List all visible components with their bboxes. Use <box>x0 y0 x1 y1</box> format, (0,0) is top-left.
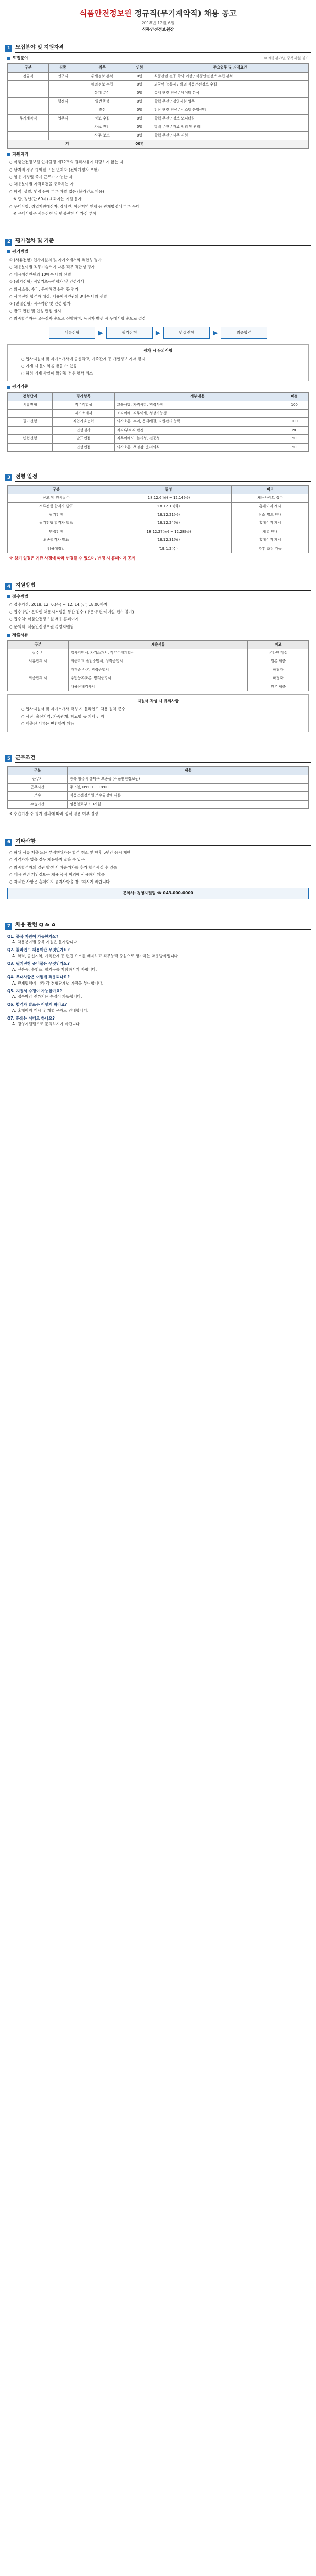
table-row <box>8 666 309 674</box>
table-cell <box>49 131 77 140</box>
table-cell: 원본 제출 <box>247 657 308 666</box>
section-1-qualifications <box>0 159 316 216</box>
table-cell: 최종합격 시 <box>8 674 69 683</box>
section-2-paragraphs <box>0 257 316 321</box>
subsection-title: 모집분야 <box>12 56 28 61</box>
faq-list <box>0 934 316 1027</box>
table-header-row <box>8 767 309 775</box>
table-cell: 보수 <box>8 792 68 800</box>
table-cell: 100 <box>280 401 309 409</box>
table-cell: 온라인 작성 <box>247 649 308 657</box>
announcement-date: 2018년 12월 6일 <box>141 21 175 26</box>
table-cell: 해당자 <box>247 666 308 674</box>
announcement-page <box>0 0 316 1049</box>
table-row <box>8 123 309 131</box>
table-cell: 전산 <box>77 106 127 114</box>
table-cell: 자료 관리 <box>77 123 127 131</box>
section-6-heading <box>5 838 311 847</box>
table-cell: 학력 무관 / 자료 정리 및 관리 <box>152 123 309 131</box>
subsection-note: ※ 채용분야별 중복지원 불가 <box>264 56 309 61</box>
table-cell: 0명 <box>127 89 152 97</box>
table-cell <box>8 123 49 131</box>
table-cell: 자기소개서 <box>53 410 114 418</box>
table-cell: 100 <box>280 418 309 426</box>
table-cell: 위해정보 분석 <box>77 72 127 80</box>
table-cell: 장소 별도 안내 <box>232 511 309 519</box>
notice-box <box>7 344 309 381</box>
table-cell: 홈페이지 게시 <box>232 502 309 511</box>
table-cell: '19.1.2(수) <box>105 545 231 553</box>
table-cell: 서류전형 <box>8 401 53 409</box>
table-row <box>8 649 309 657</box>
arrow-right-icon: ▶ <box>155 329 161 336</box>
recruit-table-body <box>8 72 309 148</box>
faq-item <box>7 947 309 959</box>
table-cell <box>8 81 49 89</box>
section-4-paragraphs <box>0 602 316 630</box>
conditions-table <box>7 766 309 809</box>
table-cell <box>8 89 49 97</box>
square-bullet-icon <box>7 634 10 637</box>
table-cell: 충북 청주시 흥덕구 오송읍 (식품안전정보원) <box>68 775 309 783</box>
faq-question: Q7. 문의는 어디로 하나요? <box>7 1015 55 1021</box>
table-cell <box>8 106 49 114</box>
table-cell: 0명 <box>127 114 152 123</box>
table-cell: 인성면접 <box>53 443 114 451</box>
table-cell <box>8 410 53 418</box>
table-cell: 해당자 <box>247 674 308 683</box>
table-row <box>8 800 309 808</box>
faq-answer: A. 관계법령에 따라 각 전형단계별 가점을 부여합니다. <box>12 980 104 986</box>
column-header: 전형단계 <box>8 393 53 401</box>
table-cell: 면접전형 <box>8 435 53 443</box>
faq-answer: A. 학력, 출신지역, 가족관계 등 편견 요소를 배제하고 직무능력 중심으로 평가하는 채용방식입니다. <box>12 953 179 958</box>
paragraph: ○ 채용분야별 직무기술서에 따른 직무 적합성 평가 <box>9 264 95 269</box>
paragraph: ○ 제출된 서류는 반환하지 않음 <box>21 721 75 726</box>
contact-box: 문의처: 경영지원팀 ☎ 043-000-0000 <box>7 888 309 899</box>
table-row <box>8 494 309 502</box>
table-row <box>8 426 309 434</box>
flow-step: 서류전형 <box>49 327 95 339</box>
table-cell: 행정직 <box>49 97 77 106</box>
evaluation-table-body <box>8 401 309 452</box>
subsection-heading <box>7 384 309 390</box>
faq-item <box>7 934 309 945</box>
section-title: 근무조건 <box>15 755 311 764</box>
section-number: 1 <box>5 45 12 52</box>
table-cell: 학력 무관 / 사무 지원 <box>152 131 309 140</box>
table-cell: 0명 <box>127 81 152 89</box>
column-header: 구분 <box>8 767 68 775</box>
table-cell: 주민등록초본, 병적증명서 <box>68 674 247 683</box>
column-header: 직종 <box>49 64 77 72</box>
paragraph: ○ 식품안전정보원 인사규정 제12조의 결격사유에 해당하지 않는 자 <box>9 160 124 165</box>
column-header: 인원 <box>127 64 152 72</box>
section-1-heading <box>5 44 311 53</box>
table-cell: 인성검사 <box>53 426 114 434</box>
table-row <box>8 89 309 97</box>
conditions-note: ※ 수습기간 중 평가 결과에 따라 정식 임용 여부 결정 <box>9 811 98 817</box>
table-cell: 50 <box>280 435 309 443</box>
table-cell: 의사소통, 책임감, 윤리의식 <box>114 443 280 451</box>
table-cell: 임용일로부터 3개월 <box>68 800 309 808</box>
process-flow <box>7 327 309 339</box>
table-cell: 근무지 <box>8 775 68 783</box>
paragraph: ○ 남자의 경우 병역필 또는 면제자 (전역예정자 포함) <box>9 167 99 172</box>
faq-item <box>7 961 309 973</box>
table-cell: '18.12.21(금) <box>105 511 231 519</box>
square-bullet-icon <box>7 595 10 598</box>
documents-table <box>7 640 309 692</box>
table-cell: 최종학교 졸업증명서, 성적증명서 <box>68 657 247 666</box>
table-row <box>8 783 309 791</box>
schedule-note: ※ 상기 일정은 기관 사정에 따라 변경될 수 있으며, 변경 시 홈페이지 공지 <box>9 556 136 561</box>
paragraph: ○ 자세한 사항은 홈페이지 공지사항을 참고하시기 바랍니다 <box>9 879 110 884</box>
faq-answer: A. 경영지원팀으로 문의하시기 바랍니다. <box>12 1022 81 1027</box>
table-cell: 50 <box>280 443 309 451</box>
table-cell: 직무적합성 <box>53 401 114 409</box>
schedule-table-body <box>8 494 309 553</box>
table-cell: 임용예정일 <box>8 545 105 553</box>
section-title: 전형 일정 <box>15 473 311 482</box>
table-cell: 0명 <box>127 131 152 140</box>
paragraph: ○ 발표 면접 및 인성 면접 실시 <box>9 309 61 314</box>
table-total-row <box>8 140 309 148</box>
table-cell: 학력 무관 / 경영지원 업무 <box>152 97 309 106</box>
faq-question: Q4. 우대사항은 어떻게 적용되나요? <box>7 975 70 980</box>
paragraph: ① (서류전형) 입사지원서 및 자기소개서의 적합성 평가 <box>9 257 102 262</box>
table-cell: 홈페이지 게시 <box>232 519 309 528</box>
table-cell: 통계 분석 <box>77 89 127 97</box>
table-cell: 외국어 능통자 / 해외 식품안전정보 수집 <box>152 81 309 89</box>
paragraph: ○ 최종합격자의 결원 발생 시 차순위자를 추가 합격시킬 수 있음 <box>9 865 118 870</box>
table-row <box>8 792 309 800</box>
table-row <box>8 683 309 691</box>
faq-question: Q5. 지원서 수정이 가능한가요? <box>7 988 62 993</box>
column-header: 세부내용 <box>114 393 280 401</box>
notice-box-lines <box>12 356 304 377</box>
table-cell: 원본 제출 <box>247 683 308 691</box>
table-cell: 직무이해도, 논리성, 전문성 <box>114 435 280 443</box>
column-header: 구분 <box>8 64 49 72</box>
table-cell: 적격/부적격 판정 <box>114 426 280 434</box>
subsection-heading <box>7 633 309 638</box>
table-cell: 수습기간 <box>8 800 68 808</box>
table-row <box>8 528 309 536</box>
table-cell: 직업기초능력 <box>53 418 114 426</box>
table-header-row <box>8 485 309 494</box>
paragraph: ○ 접수처: 식품안전정보원 채용 홈페이지 <box>9 617 79 622</box>
flow-step: 최종합격 <box>221 327 267 339</box>
table-cell: 접수 시 <box>8 649 69 657</box>
table-cell <box>49 123 77 131</box>
paragraph: ○ 서류전형 합격자 대상, 채용예정인원의 3배수 내외 선발 <box>9 294 107 299</box>
table-cell: 개별 안내 <box>232 528 309 536</box>
subsection-heading <box>7 152 309 158</box>
table-row <box>8 502 309 511</box>
notice-box <box>7 694 309 732</box>
faq-question: Q2. 블라인드 채용이란 무엇인가요? <box>7 947 70 953</box>
evaluation-table <box>7 392 309 452</box>
table-cell: 홈페이지 게시 <box>232 536 309 545</box>
faq-item <box>7 1015 309 1027</box>
table-cell <box>8 443 53 451</box>
subsection-title: 평가기준 <box>12 384 28 389</box>
column-header: 일정 <box>105 485 231 494</box>
table-header-row <box>8 640 309 649</box>
table-cell <box>8 666 69 674</box>
notice-box-title: 지원서 작성 시 유의사항 <box>137 699 179 704</box>
paragraph: ○ 최종합격자는 고득점자 순으로 선발하며, 동점자 발생 시 우대사항 순으로 결정 <box>9 316 146 321</box>
table-cell: 입사지원서, 자기소개서, 직무수행계획서 <box>68 649 247 657</box>
paragraph: ○ 채용예정인원의 10배수 내외 선발 <box>9 272 71 277</box>
table-cell: 일반행정 <box>77 97 127 106</box>
schedule-table <box>7 485 309 554</box>
table-row <box>8 114 309 123</box>
section-title: 평가절차 및 기준 <box>15 238 311 246</box>
table-cell: 발표면접 <box>53 435 114 443</box>
paragraph: ○ 문의처: 식품안전정보원 경영지원팀 <box>9 624 74 629</box>
table-row <box>8 775 309 783</box>
column-header: 배점 <box>280 393 309 401</box>
conditions-table-body <box>8 775 309 809</box>
announcement-org: 식품안전정보원장 <box>142 27 174 32</box>
table-row <box>8 545 309 553</box>
table-cell <box>8 683 69 691</box>
table-cell: '18.12.24(월) <box>105 519 231 528</box>
column-header: 구분 <box>8 485 105 494</box>
table-cell: 의사소통, 수리, 문제해결, 자원관리 능력 <box>114 418 280 426</box>
square-bullet-icon <box>7 57 10 60</box>
section-3-heading <box>5 473 311 482</box>
flow-step: 면접전형 <box>163 327 210 339</box>
table-cell: 연구직 <box>49 72 77 80</box>
table-cell: 업무직 <box>49 114 77 123</box>
subsection-title: 접수방법 <box>12 594 28 599</box>
square-bullet-icon <box>7 386 10 389</box>
title-prefix: 식품안전정보원 <box>79 9 132 18</box>
table-row <box>8 401 309 409</box>
flow-step: 필기전형 <box>106 327 153 339</box>
table-cell <box>8 426 53 434</box>
table-cell: 정규직 <box>8 72 49 80</box>
table-row <box>8 443 309 451</box>
column-header: 비고 <box>247 640 308 649</box>
table-row <box>8 131 309 140</box>
paragraph: ※ 단, 정년(만 60세) 초과자는 지원 불가 <box>13 196 82 201</box>
table-cell: 정보 수집 <box>77 114 127 123</box>
table-row <box>8 435 309 443</box>
header <box>0 0 316 37</box>
column-header: 구분 <box>8 640 69 649</box>
paragraph: ○ 접수방법: 온라인 채용시스템을 통한 접수 (방문·우편·이메일 접수 불가) <box>9 609 134 615</box>
section-6-paragraphs <box>0 850 316 885</box>
faq-answer: A. 접수마감 전까지는 수정이 가능합니다. <box>12 994 82 999</box>
table-cell: 추후 조정 가능 <box>232 545 309 553</box>
paragraph: ③ (면접전형) 직무역량 및 인성 평가 <box>9 301 71 307</box>
column-header: 직무 <box>77 64 127 72</box>
subsection-title: 평가방법 <box>12 249 28 254</box>
section-number: 6 <box>5 839 12 846</box>
section-number: 3 <box>5 474 12 481</box>
paragraph: ○ 허위 기재 사실이 확인될 경우 합격 취소 <box>21 371 93 376</box>
table-cell <box>8 131 49 140</box>
table-cell: P/F <box>280 426 309 434</box>
table-cell: 주 5일, 09:00 ~ 18:00 <box>68 783 309 791</box>
table-row <box>8 410 309 418</box>
section-title: 모집분야 및 지원자격 <box>15 44 311 53</box>
arrow-right-icon: ▶ <box>213 329 218 336</box>
section-2-heading <box>5 238 311 246</box>
table-cell: 학력 무관 / 정보 모니터링 <box>152 114 309 123</box>
table-row <box>8 97 309 106</box>
table-cell: 자격증 사본, 경력증명서 <box>68 666 247 674</box>
section-title: 채용 관련 Q & A <box>15 922 311 930</box>
table-cell: 통계 관련 전공 / 데이터 분석 <box>152 89 309 97</box>
paragraph: ○ 입사지원서 및 자기소개서에 출신학교, 가족관계 등 개인정보 기재 금지 <box>21 356 145 361</box>
column-header: 내용 <box>68 767 309 775</box>
paragraph: ○ 임용 예정일 즉시 근무가 가능한 자 <box>9 174 73 179</box>
table-cell: 식품안전정보원 보수규정에 따름 <box>68 792 309 800</box>
table-cell: 채용신체검사서 <box>68 683 247 691</box>
column-header: 비고 <box>232 485 309 494</box>
table-cell: 필기전형 <box>8 511 105 519</box>
faq-question: Q1. 중복 지원이 가능한가요? <box>7 934 59 939</box>
paragraph: ○ 적격자가 없을 경우 채용하지 않을 수 있음 <box>9 857 85 862</box>
table-cell: 근무시간 <box>8 783 68 791</box>
page-title <box>5 8 311 19</box>
subsection-heading <box>7 56 309 61</box>
table-cell <box>49 81 77 89</box>
table-cell: 0명 <box>127 106 152 114</box>
recruit-table <box>7 63 309 148</box>
table-cell: 무기계약직 <box>8 114 49 123</box>
table-cell: 조직이해, 직무이해, 성장가능성 <box>114 410 280 418</box>
total-label: 계 <box>8 140 127 148</box>
section-number: 4 <box>5 583 12 590</box>
table-cell <box>280 410 309 418</box>
section-title: 지원방법 <box>15 582 311 591</box>
table-header-row <box>8 64 309 72</box>
table-cell: 면접전형 <box>8 528 105 536</box>
table-row <box>8 106 309 114</box>
faq-item <box>7 974 309 986</box>
paragraph: ○ 접수기간: 2018. 12. 6.(목) ~ 12. 14.(금) 18:00까지 <box>9 602 108 607</box>
notice-box-lines <box>12 706 304 727</box>
paragraph: ○ 허위 서류 제출 또는 부정행위자는 합격 취소 및 향후 5년간 응시 제한 <box>9 850 131 855</box>
faq-question: Q3. 필기전형 준비물은 무엇인가요? <box>7 961 70 966</box>
paragraph: ○ 우대사항: 취업지원대상자, 장애인, 이전지역 인재 등 관계법령에 따른 우대 <box>9 204 140 209</box>
column-header: 주요업무 및 자격요건 <box>152 64 309 72</box>
faq-answer: A. 홈페이지 게시 및 개별 문자로 안내합니다. <box>12 1008 89 1013</box>
table-row <box>8 418 309 426</box>
table-row <box>8 511 309 519</box>
faq-question: Q6. 합격자 발표는 어떻게 하나요? <box>7 1002 68 1007</box>
section-title: 기타사항 <box>15 838 311 847</box>
subsection-heading <box>7 249 309 255</box>
table-cell: 공고 및 원서접수 <box>8 494 105 502</box>
table-cell: 해외정보 수집 <box>77 81 127 89</box>
arrow-right-icon: ▶ <box>98 329 103 336</box>
table-row <box>8 657 309 666</box>
table-cell: 필기전형 합격자 발표 <box>8 519 105 528</box>
paragraph: ○ 사진, 출신지역, 가족관계, 학교명 등 기재 금지 <box>21 714 104 719</box>
table-row <box>8 72 309 80</box>
table-cell <box>49 106 77 114</box>
table-cell: 식품관련 전공 학사 이상 / 식품안전정보 수집·분석 <box>152 72 309 80</box>
paragraph: ○ 채용분야별 자격요건을 충족하는 자 <box>9 182 74 187</box>
paragraph: ○ 입사지원서 및 자기소개서 작성 시 블라인드 채용 원칙 준수 <box>21 706 125 711</box>
documents-table-body <box>8 649 309 691</box>
table-cell <box>8 97 49 106</box>
column-header: 제출서류 <box>68 640 247 649</box>
faq-item <box>7 988 309 1000</box>
section-number: 7 <box>5 923 12 930</box>
table-cell: '18.12.27(목) ~ 12.28(금) <box>105 528 231 536</box>
table-row <box>8 536 309 545</box>
table-cell: 전산 관련 전공 / 시스템 운영·관리 <box>152 106 309 114</box>
faq-answer: A. 채용분야별 중복 지원은 불가합니다. <box>12 940 78 945</box>
table-cell <box>152 140 309 148</box>
paragraph: ○ 의사소통, 수리, 문제해결 능력 등 평가 <box>9 286 79 292</box>
paragraph: ○ 기재 시 불이익을 받을 수 있음 <box>21 363 77 368</box>
table-cell: '18.12.6(목) ~ 12.14(금) <box>105 494 231 502</box>
square-bullet-icon <box>7 153 10 156</box>
section-4-heading <box>5 582 311 591</box>
faq-answer: A. 신분증, 수험표, 필기구를 지참하시기 바랍니다. <box>12 967 97 972</box>
table-row <box>8 81 309 89</box>
paragraph: ○ 학력, 성별, 연령 등에 따른 차별 없음 (블라인드 채용) <box>9 189 104 194</box>
table-cell: 0명 <box>127 97 152 106</box>
table-cell: 필기전형 <box>8 418 53 426</box>
table-cell: '18.12.18(화) <box>105 502 231 511</box>
table-cell: 교육사항, 자격사항, 경력사항 <box>114 401 280 409</box>
table-cell: 사무 보조 <box>77 131 127 140</box>
table-row <box>8 674 309 683</box>
square-bullet-icon <box>7 250 10 253</box>
table-cell: 서류합격 시 <box>8 657 69 666</box>
table-cell: 최종합격자 발표 <box>8 536 105 545</box>
column-header: 평가항목 <box>53 393 114 401</box>
paragraph: ※ 우대사항은 서류전형 및 면접전형 시 가점 부여 <box>13 211 96 216</box>
table-row <box>8 519 309 528</box>
subsection-title: 지원자격 <box>12 151 28 157</box>
paragraph: ② (필기전형) 직업기초능력평가 및 인성검사 <box>9 279 85 284</box>
table-cell: 0명 <box>127 72 152 80</box>
faq-item <box>7 1002 309 1013</box>
notice-box-title: 평가 시 유의사항 <box>143 348 173 353</box>
section-number: 5 <box>5 755 12 762</box>
subsection-heading <box>7 594 309 600</box>
table-cell: '18.12.31(월) <box>105 536 231 545</box>
table-cell: 서류전형 합격자 발표 <box>8 502 105 511</box>
table-cell <box>49 89 77 97</box>
table-cell: 0명 <box>127 123 152 131</box>
table-cell: 채용사이트 접수 <box>232 494 309 502</box>
section-7-heading <box>5 922 311 930</box>
subsection-title: 제출서류 <box>12 632 28 637</box>
table-header-row <box>8 393 309 401</box>
total-count: 00명 <box>127 140 152 148</box>
section-number: 2 <box>5 239 12 246</box>
section-5-heading <box>5 755 311 764</box>
paragraph: ○ 채용 관련 개인정보는 채용 목적 이외에 사용하지 않음 <box>9 872 105 877</box>
title-main: 정규직(무기계약직) 채용 공고 <box>131 9 237 18</box>
